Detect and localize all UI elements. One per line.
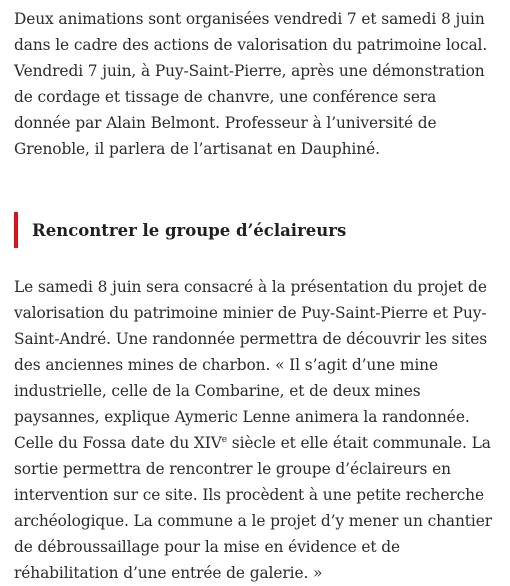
superscript-e: e: [221, 435, 228, 445]
accent-bar: [14, 212, 18, 248]
subheading-title: Rencontrer le groupe d’éclaireurs: [32, 220, 347, 240]
article-paragraph-main: [14, 274, 496, 586]
article-paragraph-intro: Deux animations sont organisées vendredi 7 et samedi 8 juin dans le cadre des actions de valorisation du patrimoine local. Vendredi 7 juin, à Puy-Saint-Pierre, après une démonstration de cordage et tissage de chanvre, une conférence sera donnée par Alain Belmont. Professeur à l’université de Grenoble, il parlera de l’artisanat en Dauphiné.: [14, 10, 488, 158]
section-subheading: [14, 208, 496, 252]
paragraph-text-part-2: siècle et elle était communale. La sortie permettra de rencontrer le groupe d’éclaireurs en intervention sur ce site. Ils procèdent à une petite recherche archéologique. La commune a le projet d’y mener un chantier de débroussaillage pour la mise en évidence et de réhabilitation d’une entrée de galerie. »: [14, 434, 492, 582]
paragraph-text-part-1: Le samedi 8 juin sera consacré à la présentation du projet de valorisation du patrimoine minier de Puy-Saint-Pierre et Puy-Saint-André. Une randonnée permettra de découvrir les sites des anciennes mines de charbon. « Il s’agit d’une mine industrielle, celle de la Combarine, et de deux mines paysannes, explique Aymeric Lenne animera la randonnée. Celle du Fossa date du XIV: [14, 278, 488, 452]
